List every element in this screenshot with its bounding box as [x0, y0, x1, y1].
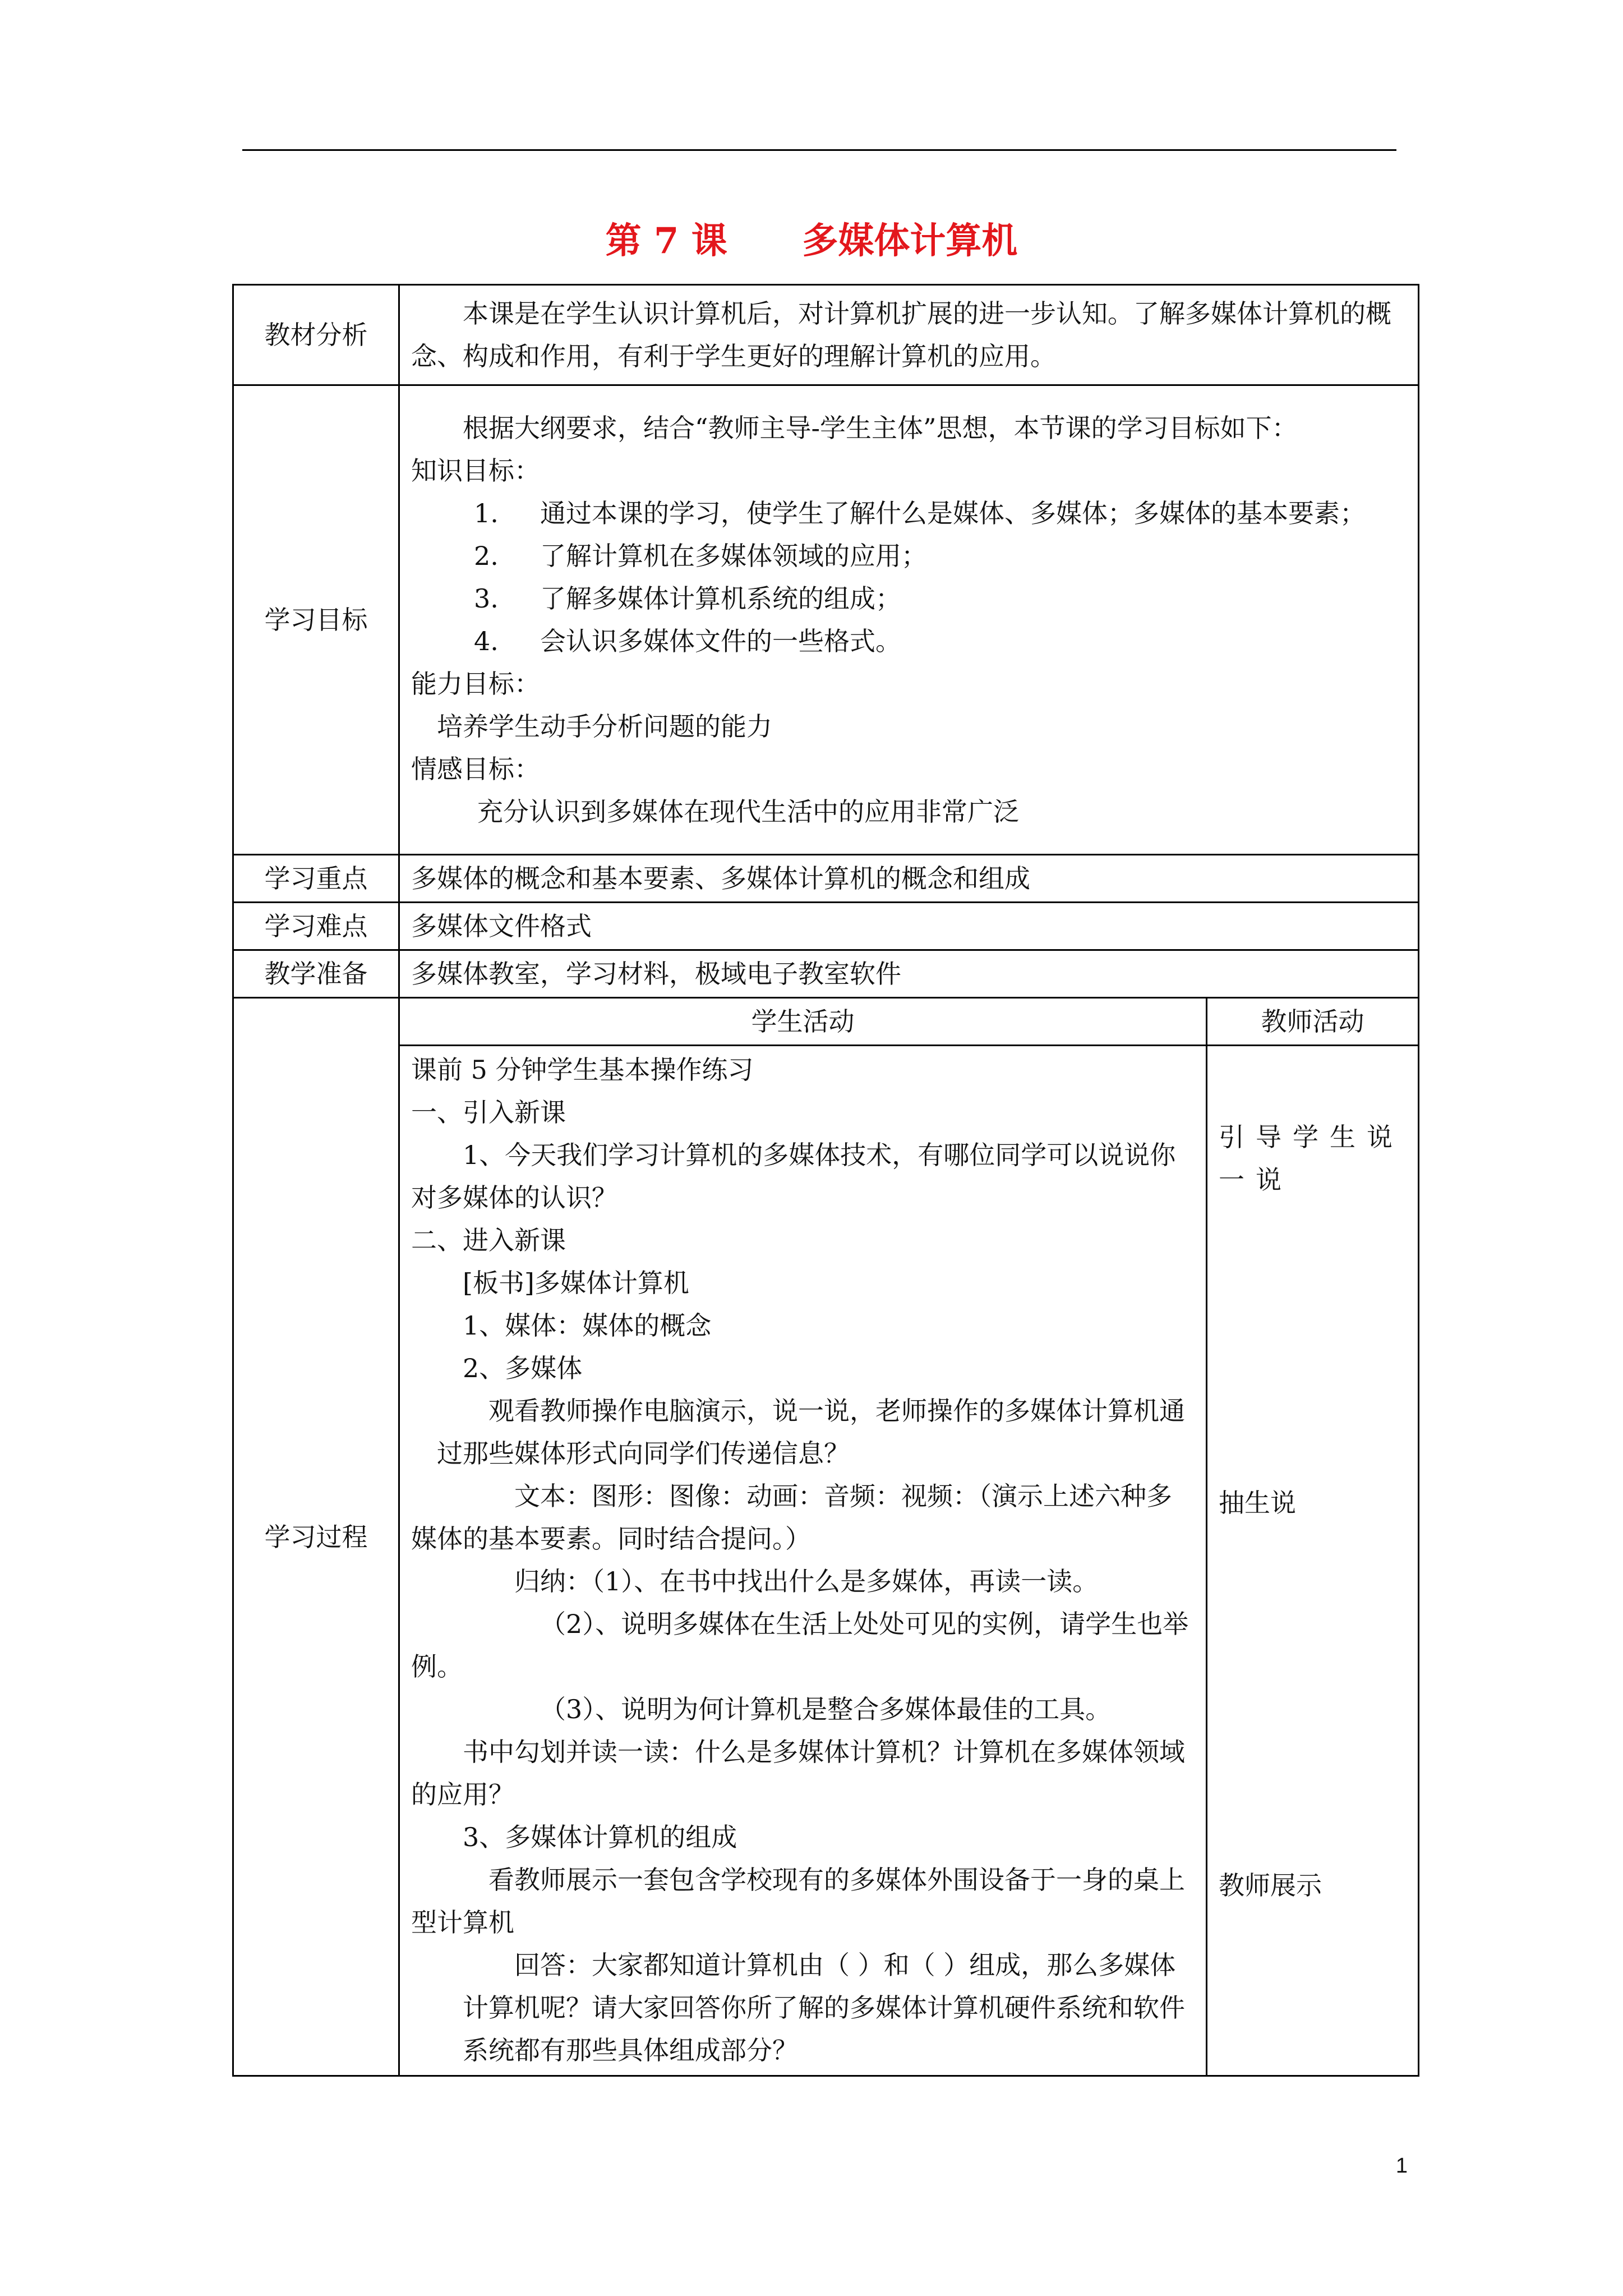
process-line: 观看教师操作电脑演示，说一说，老师操作的多媒体计算机通过那些媒体形式向同学们传递信息？ [437, 1396, 1185, 1469]
process-line: 二、进入新课 [411, 1225, 566, 1255]
process-header-row [233, 998, 1419, 1046]
process-line: [板书]多媒体计算机 [463, 1268, 689, 1298]
emotion-text: 充分认识到多媒体在现代生活中的应用非常广泛 [477, 797, 1019, 827]
row-objectives [233, 385, 1419, 855]
row-content: 多媒体文件格式 [399, 903, 1419, 950]
row-analysis [233, 285, 1419, 385]
process-line: 1、媒体：媒体的概念 [463, 1310, 712, 1341]
row-label: 教学准备 [233, 950, 399, 998]
list-item: 1. 通过本课的学习，使学生了解什么是媒体、多媒体；多媒体的基本要素； [474, 498, 1366, 528]
process-line: 书中勾划并读一读：什么是多媒体计算机？计算机在多媒体领域的应用？ [411, 1737, 1185, 1810]
row-label: 学习重点 [233, 855, 399, 903]
process-line: 归纳：（1）、在书中找出什么是多媒体，再读一读。 [514, 1566, 1099, 1596]
process-line: 回答：大家都知道计算机由（ ）和（ ）组成，那么多媒体计算机呢？请大家回答你所了解的多媒体计算机硬件系统和软件系统都有那些具体组成部分？ [463, 1950, 1185, 2065]
row-label: 学习过程 [233, 998, 399, 2076]
process-line: 3、多媒体计算机的组成 [463, 1822, 737, 1852]
row-difficulties [233, 903, 1419, 950]
row-label: 学习目标 [233, 385, 399, 855]
process-line: 一、引入新课 [411, 1097, 566, 1128]
process-line: 课前 5 分钟学生基本操作练习 [411, 1055, 754, 1085]
teacher-activity-header: 教师活动 [1207, 998, 1419, 1046]
process-line: 看教师展示一套包含学校现有的多媒体外围设备于一身的桌上型计算机 [411, 1865, 1185, 1938]
list-item: 2. 了解计算机在多媒体领域的应用； [474, 541, 927, 571]
teacher-note: 引导学生说一说 [1219, 1122, 1404, 1195]
teacher-note: 教师展示 [1219, 1870, 1322, 1901]
page-number: 1 [1395, 2154, 1408, 2178]
teacher-note: 抽生说 [1219, 1488, 1296, 1518]
row-key-points [233, 855, 1419, 903]
objectives-intro: 根据大纲要求，结合“教师主导-学生主体”思想，本节课的学习目标如下： [463, 413, 1298, 443]
header-rule [242, 149, 1396, 151]
row-label: 学习难点 [233, 903, 399, 950]
emotion-title: 情感目标： [411, 754, 540, 784]
list-item: 4. 会认识多媒体文件的一些格式。 [474, 626, 901, 656]
student-activity-header: 学生活动 [399, 998, 1207, 1046]
process-line: 2、多媒体 [463, 1353, 583, 1383]
analysis-text: 本课是在学生认识计算机后，对计算机扩展的进一步认知。了解多媒体计算机的概念、构成和作用，有利于学生更好的理解计算机的应用。 [411, 298, 1391, 371]
row-content: 多媒体教室，学习材料，极域电子教室软件 [399, 950, 1419, 998]
lesson-plan-table [232, 284, 1419, 2077]
list-item: 3. 了解多媒体计算机系统的组成； [474, 583, 901, 614]
knowledge-title: 知识目标： [411, 455, 540, 486]
process-line: （3）、说明为何计算机是整合多媒体最佳的工具。 [540, 1694, 1112, 1724]
process-line: （2）、说明多媒体在生活上处处可见的实例，请学生也举例。 [411, 1609, 1189, 1682]
teacher-activity-cell [1207, 1046, 1419, 2076]
knowledge-list [411, 492, 1407, 662]
process-content-row [233, 1046, 1419, 2076]
process-line: 文本：图形：图像：动画：音频：视频：（演示上述六种多媒体的基本要素。同时结合提问。） [411, 1481, 1172, 1554]
process-line: 1、今天我们学习计算机的多媒体技术，有哪位同学可以说说你对多媒体的认识？ [411, 1140, 1176, 1213]
ability-title: 能力目标： [411, 669, 540, 699]
ability-text: 培养学生动手分析问题的能力 [437, 711, 772, 742]
row-content: 多媒体的概念和基本要素、多媒体计算机的概念和组成 [399, 855, 1419, 903]
row-content [399, 285, 1419, 385]
student-activity-cell [399, 1046, 1207, 2076]
row-preparation [233, 950, 1419, 998]
row-label: 教材分析 [233, 285, 399, 385]
row-content [399, 385, 1419, 855]
page-title: 第 7 课 多媒体计算机 [605, 220, 1018, 262]
